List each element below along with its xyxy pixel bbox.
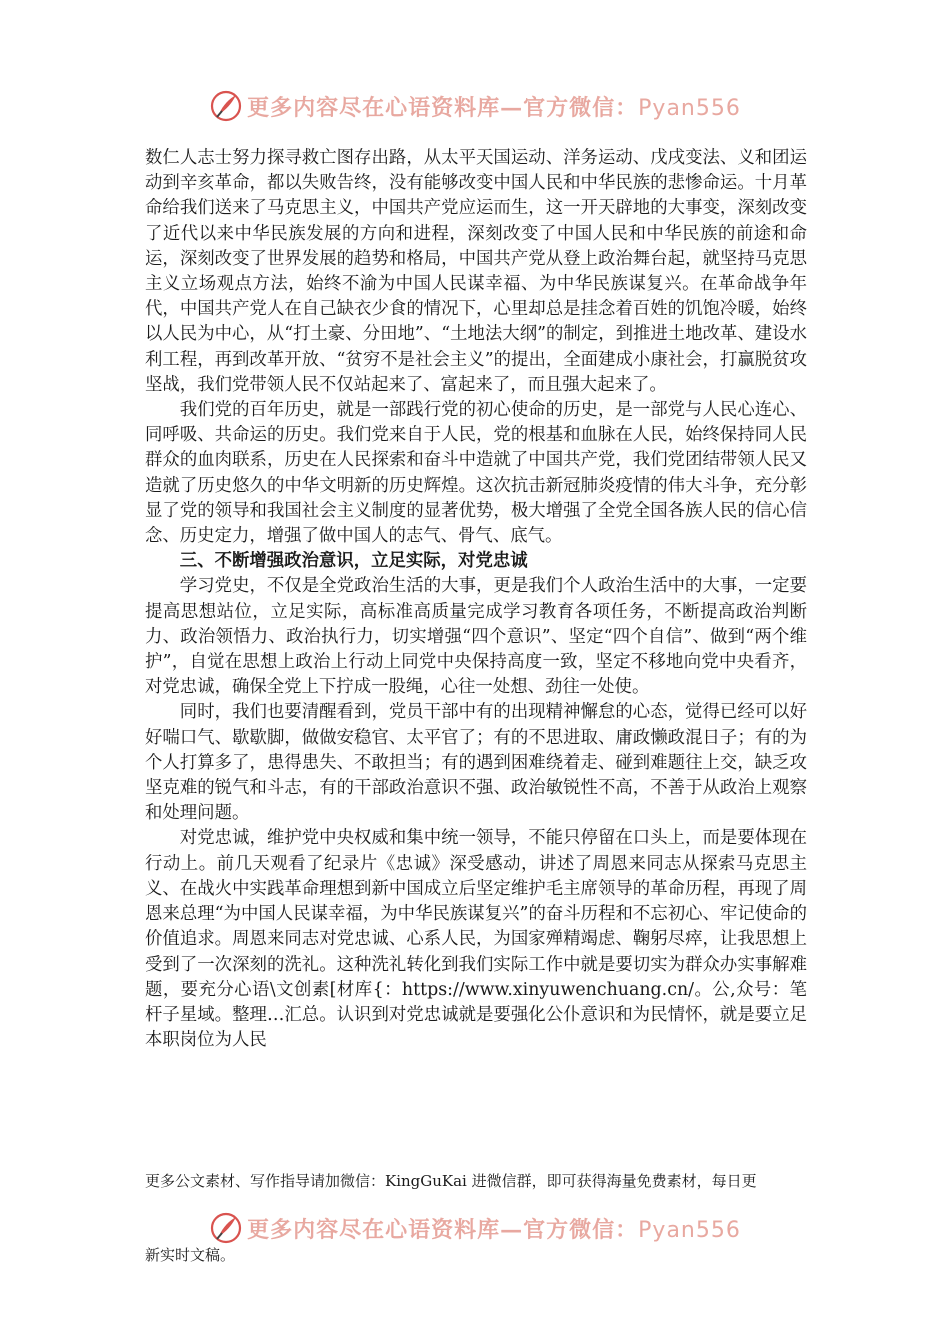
watermark-official: 官方微信： (523, 1216, 639, 1243)
footer-note-continued: 新实时文稿。 (145, 1246, 236, 1264)
section-heading: 三、不断增强政治意识，立足实际，对党忠诚 (179, 551, 528, 572)
watermark-brand: 更多内容尽在心语资料库 (247, 1216, 501, 1243)
watermark-bottom (0, 1208, 950, 1248)
document-body (145, 146, 807, 1053)
paragraph-4: 同时，我们也要清醒看到，党员干部中有的出现精神懈怠的心态，觉得已经可以好好喘口气、歇歇脚，做做安稳官、太平官了；有的不思进取、庸政懒政混日子；有的为个人打算多了，患得患失、不敢担当；有的遇到困难绕着走、碰到难题往上交，缺乏攻坚克难的锐气和斗志，有的干部政治意识不强、政治敏锐性不高，不善于从政治上观察和处理问题。 (145, 702, 807, 824)
watermark-handle: Pyan556 (638, 95, 741, 121)
quill-logo-icon (209, 1211, 243, 1245)
paragraph-5: 对党忠诚，维护党中央权威和集中统一领导，不能只停留在口头上，而是要体现在行动上。前几天观看了纪录片《忠诚》深受感动，讲述了周恩来同志从探索马克思主义、在战火中实践革命理想到新中国成立后坚定维护毛主席领导的革命历程，再现了周恩来总理“为中国人民谋幸福，为中华民族谋复兴”的奋斗历程和不忘初心、牢记使命的价值追求。周恩来同志对党忠诚、心系人民，为国家殚精竭虑、鞠躬尽瘁，让我思想上受到了一次深刻的洗礼。这种洗礼转化到我们实际工作中就是要切实为群众办实事解难题，要充分心语\文创素[材库{：https://www.xinyuwenchuang.cn/。公,众号：笔杆子星域。整理…汇总。认识到对党忠诚就是要强化公仆意识和为民情怀，就是要立足本职岗位为人民 (145, 828, 807, 1051)
watermark-separator: — (500, 1216, 524, 1243)
watermark-brand: 更多内容尽在心语资料库 (247, 94, 501, 121)
footer-note: 更多公文素材、写作指导请加微信：KingGuKai 进微信群，即可获得海量免费素材，每日更 (145, 1172, 757, 1190)
quill-logo-icon (209, 89, 243, 123)
paragraph-2: 我们党的百年历史，就是一部践行党的初心使命的历史，是一部党与人民心连心、同呼吸、共命运的历史。我们党来自于人民，党的根基和血脉在人民，始终保持同人民群众的血肉联系，历史在人民探索和奋斗中造就了中国共产党，我们党团结带领人民又造就了历史悠久的中华文明新的历史辉煌。这次抗击新冠肺炎疫情的伟大斗争，充分彰显了党的领导和我国社会主义制度的显著优势，极大增强了全党全国各族人民的信心信念、历史定力，增强了做中国人的志气、骨气、底气。 (145, 400, 807, 547)
watermark-official: 官方微信： (523, 94, 639, 121)
watermark-top (0, 86, 950, 126)
paragraph-3: 学习党史，不仅是全党政治生活的大事，更是我们个人政治生活中的大事，一定要提高思想站位，立足实际，高标准高质量完成学习教育各项任务，不断提高政治判断力、政治领悟力、政治执行力，切实增强“四个意识”、坚定“四个自信”、做到“两个维护”，自觉在思想上政治上行动上同党中央保持高度一致，坚定不移地向党中央看齐，对党忠诚，确保全党上下拧成一股绳，心往一处想、劲往一处使。 (145, 576, 807, 698)
watermark-handle: Pyan556 (638, 1217, 741, 1243)
watermark-separator: — (500, 94, 524, 121)
paragraph-1: 数仁人志士努力探寻救亡图存出路，从太平天国运动、洋务运动、戊戌变法、义和团运动到辛亥革命，都以失败告终，没有能够改变中国人民和中华民族的悲惨命运。十月革命给我们送来了马克思主义，中国共产党应运而生，这一开天辟地的大事变，深刻改变了近代以来中华民族发展的方向和进程，深刻改变了中国人民和中华民族的前途和命运，深刻改变了世界发展的趋势和格局，中国共产党从登上政治舞台起，就坚持马克思主义立场观点方法，始终不渝为中国人民谋幸福、为中华民族谋复兴。在革命战争年代，中国共产党人在自己缺衣少食的情况下，心里却总是挂念着百姓的饥饱冷暖，始终以人民为中心，从“打土豪、分田地”、“土地法大纲”的制定，到推进土地改革、建设水利工程，再到改革开放、“贫穷不是社会主义”的提出，全面建成小康社会，打赢脱贫攻坚战，我们党带领人民不仅站起来了、富起来了，而且强大起来了。 (145, 148, 807, 395)
